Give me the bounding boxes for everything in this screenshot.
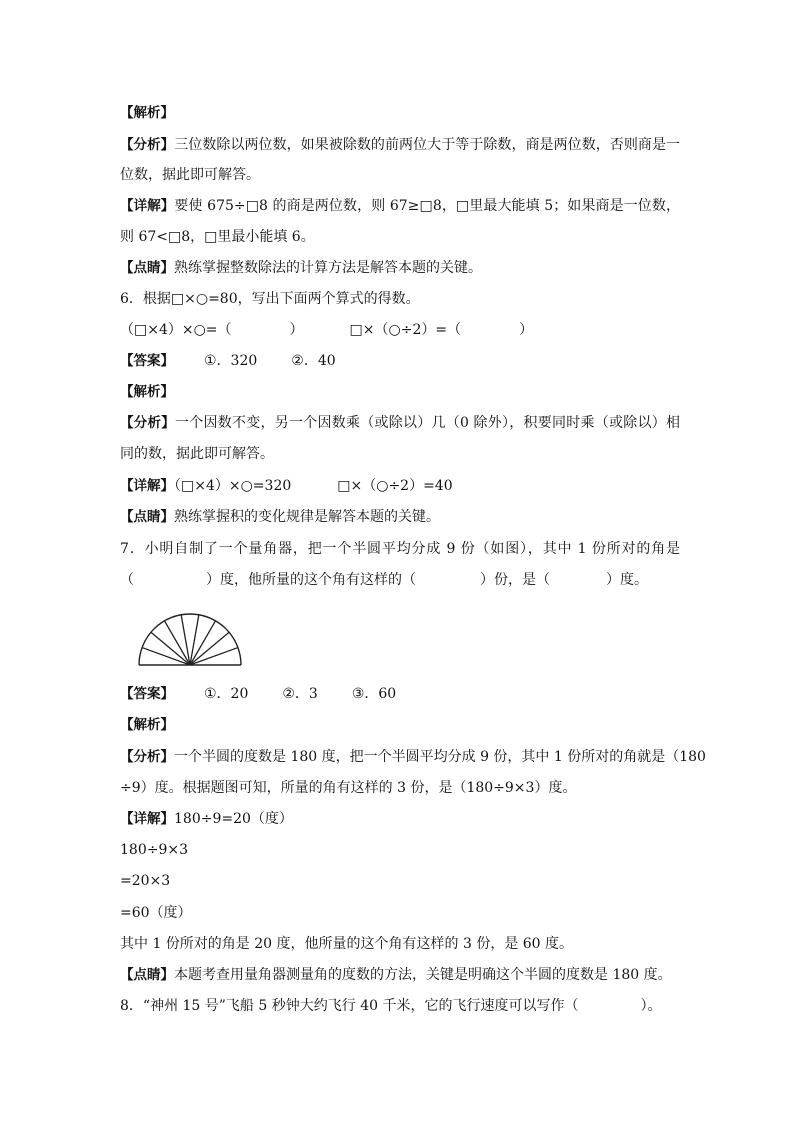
q6-jiexi-heading: 【解析】 [120,384,174,400]
q5-dianjing-tag: 【点睛】 [120,260,174,276]
q5-dianjing-text: 熟练掌握整数除法的计算方法是解答本题的关键。 [174,260,482,276]
q7-answer-2: ②．3 [282,686,318,702]
q7-fenxi-line-1 [120,747,706,767]
q5-xiangjie-line-1 [120,196,680,216]
q6-xiangjie-tag: 【详解】 [120,478,174,494]
q6-xiangjie-b: □×（○÷2）=40 [337,478,453,494]
q7-xiangjie-text: 180÷9=20（度） [174,811,293,827]
q7-answer-1: ①．20 [204,686,249,702]
q5-xiangjie-tag: 【详解】 [120,198,175,214]
q7-answer-line [120,684,680,704]
q8-stem: 8．“神州 15 号”飞船 5 秒钟大约飞行 40 千米，它的飞行速度可以写作（ ）。 [120,998,662,1014]
q7-fenxi-line-2: ÷9）度。根据题图可知，所量的角有这样的 3 份，是（180÷9×3）度。 [120,780,577,796]
q7-conclusion: 其中 1 份所对的角是 20 度，他所量的这个角有这样的 3 份，是 60 度。 [120,936,574,952]
q6-expressions [120,320,680,340]
q5-xiangjie-text-1: 要使 675÷□8 的商是两位数，则 67≥□8，□里最大能填 5；如果商是一位数， [174,198,681,214]
q7-fenxi-tag: 【分析】 [120,749,174,765]
q7-answer-3: ③．60 [351,686,397,702]
protractor-figure [134,605,246,669]
q6-xiangjie-a: （□×4）×○=320 [174,478,292,494]
q6-answer-tag: 【答案】 [120,353,174,369]
q6-dianjing-tag: 【点睛】 [120,509,174,525]
protractor-ray [190,648,238,665]
q7-calc-3: =60（度） [120,905,192,921]
q7-jiexi-heading: 【解析】 [120,717,174,733]
q5-fenxi-text-1: 三位数除以两位数，如果被除数的前两位大于等于除数，商是两位数，否则商是一 [174,137,681,153]
q7-calc-2: =20×3 [120,873,171,889]
protractor-ray [151,632,190,665]
q6-fenxi-line-1 [120,413,680,433]
q5-dianjing-line [120,258,680,278]
q7-fenxi-text-1: 一个半圆的度数是 180 度，把一个半圆平均分成 9 份，其中 1 份所对的角就是（180 [174,749,706,765]
q7-dianjing-tag: 【点睛】 [120,967,174,983]
q6-fenxi-tag: 【分析】 [120,415,175,431]
q5-fenxi-line-1 [120,135,680,155]
q7-stem-line-2: （ ）度，他所量的这个角有这样的（ ）份，是（ ）度。 [120,572,648,588]
q6-stem: 6．根据□×○=80，写出下面两个算式的得数。 [120,291,420,307]
q5-jiexi-heading: 【解析】 [120,105,174,121]
q5-xiangjie-line-2: 则 67<□8，□里最小能填 6。 [120,229,315,245]
q6-expr-a-open: （□×4）×○=（ [120,322,232,338]
q6-dianjing-text: 熟练掌握积的变化规律是解答本题的关键。 [174,509,440,525]
q5-fenxi-tag: 【分析】 [120,137,175,153]
q7-calc-1: 180÷9×3 [120,842,188,858]
q7-xiangjie-line [120,809,680,829]
protractor-ray [190,632,229,665]
q6-fenxi-line-2: 同的数，据此即可解答。 [120,446,274,462]
q6-expr-b-close: ） [519,322,534,338]
protractor-ray [142,648,190,665]
q7-stem-line-1: 7．小明自制了一个量角器，把一个半圆平均分成 9 份（如图），其中 1 份所对的角是 [120,541,680,557]
q7-dianjing-line [120,965,680,985]
q6-answer-line [120,351,680,371]
q6-answer-2: ②．40 [291,353,336,369]
q7-answer-tag: 【答案】 [120,686,174,702]
q5-fenxi-line-2: 位数，据此即可解答。 [120,167,260,183]
q6-dianjing-line [120,507,680,527]
q6-fenxi-text-1: 一个因数不变，另一个因数乘（或除以）几（0 除外），积要同时乘（或除以）相 [175,415,681,431]
protractor-arc [139,614,241,665]
q6-answer-1: ①．320 [204,353,258,369]
protractor-rays [142,615,238,665]
q7-dianjing-text: 本题考查用量角器测量角的度数的方法，关键是明确这个半圆的度数是 180 度。 [174,967,672,983]
q6-xiangjie-line [120,476,680,496]
q6-expr-a-close: ） [289,322,304,338]
q7-xiangjie-tag: 【详解】 [120,811,174,827]
q6-expr-b-open: □×（○÷2）=（ [349,322,462,338]
